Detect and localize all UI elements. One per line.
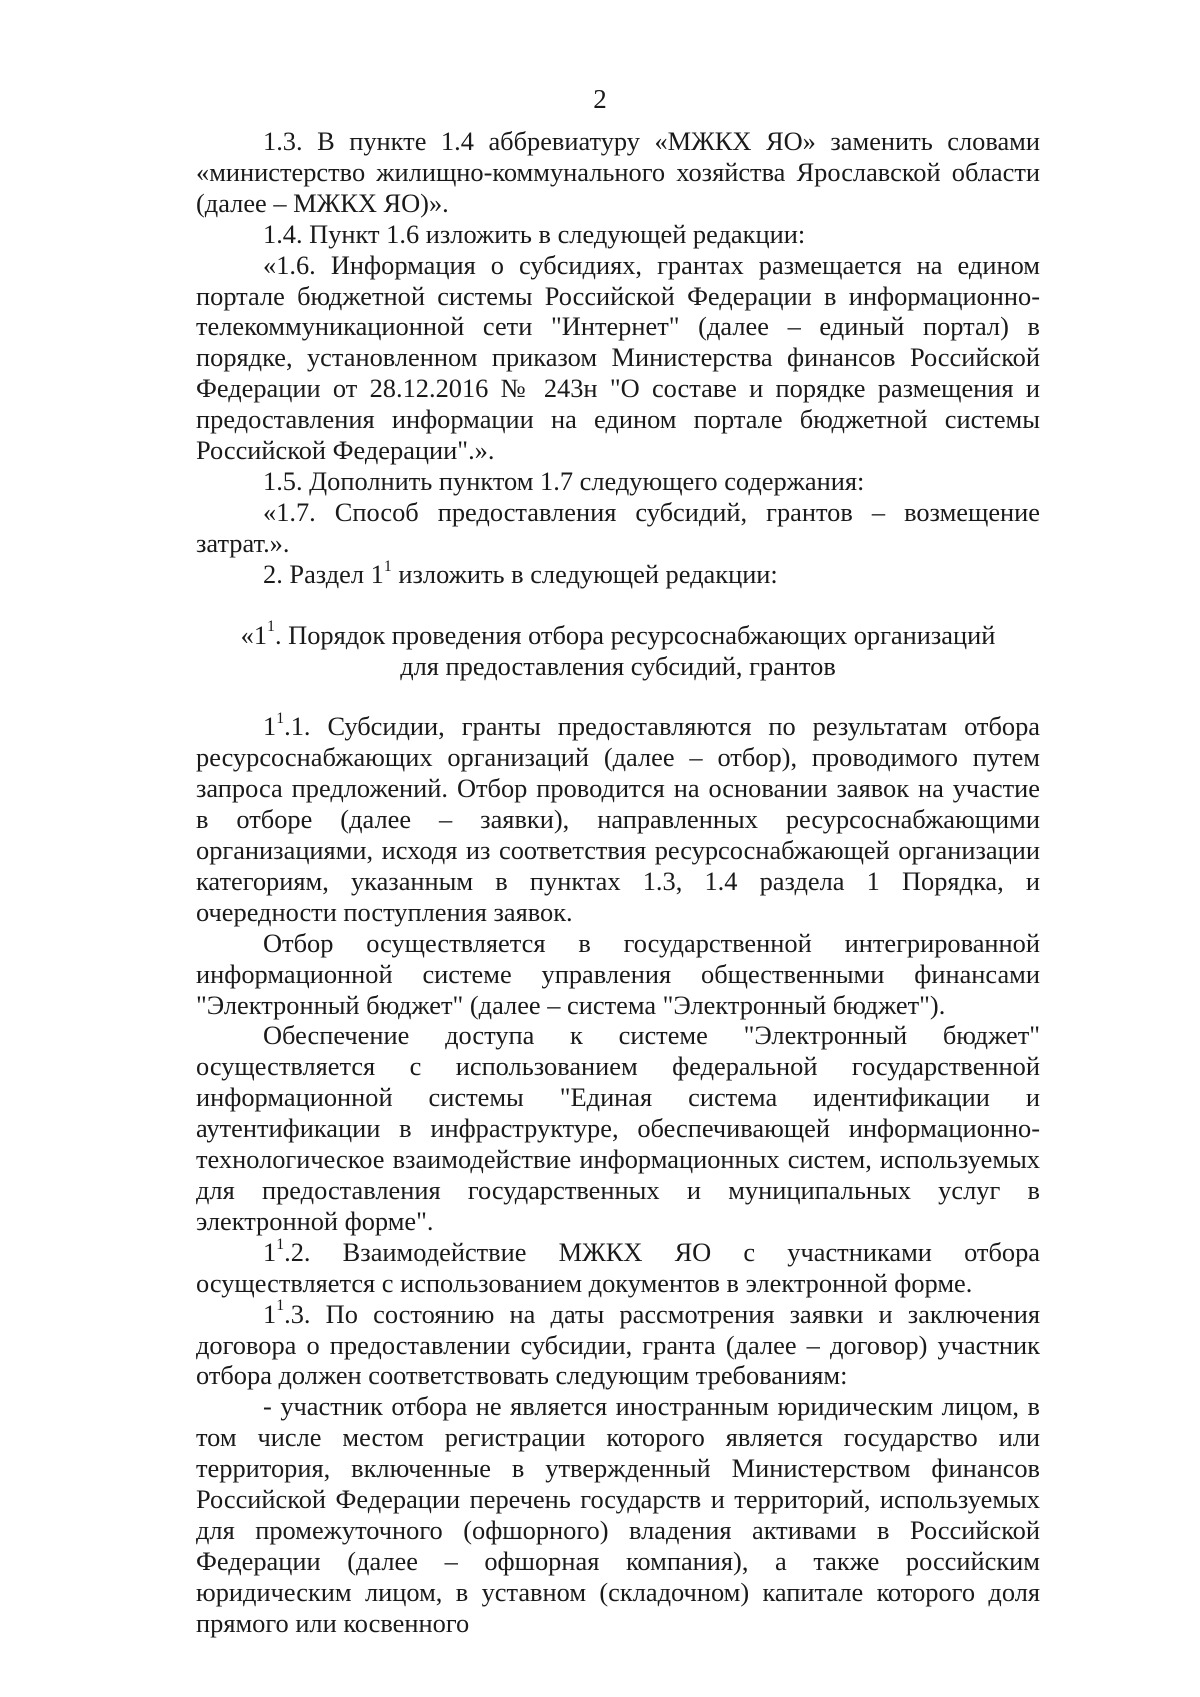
paragraph-1-4: 1.4. Пункт 1.6 изложить в следующей редакции: (263, 218, 806, 249)
paragraph-1-1-1 (196, 711, 1040, 927)
paragraph-2 (196, 559, 1040, 590)
paragraph-1-1-2-text: .2. Взаимодействие МЖКХ ЯО с участниками отбора осуществляется с использованием документов в электронной форме. (196, 1236, 1040, 1298)
paragraph-1-1-2-number: 1 (263, 1236, 277, 1267)
paragraph-1-6-text: «1.6. Информация о субсидиях, грантах размещается на едином портале бюджетной системы Российской Федерации в информационно-телекоммуникационной сети "Интернет" (далее – единый портал) в порядке, установленном приказом Министерства финансов Российской Федерации от 28.12.2016 № 243н "О составе и порядке размещения и предоставления информации на едином портале бюджетной системы Российской Федерации".». (196, 249, 1040, 466)
section-heading-line-1: . Порядок проведения отбора ресурсоснабжающих организаций (274, 619, 996, 650)
paragraph-1-1-3-text: .3. По состоянию на даты рассмотрения заявки и заключения договора о предоставлении субсидии, гранта (далее – договор) участник отбора должен соответствовать следующим требованиям: (196, 1298, 1040, 1391)
paragraph-1-1-1-text: .1. Субсидии, гранты предоставляются по результатам отбора ресурсоснабжающих организаций (далее – отбор), проводимого путем запроса предложений. Отбор проводится на основании заявок на участие в отборе (далее – заявки), направленных ресурсоснабжающими организациями, исходя из соответствия ресурсоснабжающей организации категориям, указанным в пунктах 1.3, 1.4 раздела 1 Порядка, и очередности поступления заявок. (196, 711, 1040, 927)
paragraph-1-3: 1.3. В пункте 1.4 аббревиатуру «МЖКХ ЯО» заменить словами «министерство жилищно-коммунального хозяйства Ярославской области (далее – МЖКХ ЯО)». (196, 126, 1040, 218)
superscript-1: 1 (276, 1235, 285, 1253)
paragraph-2-text-start: 2. Раздел 1 (263, 558, 384, 589)
superscript-1: 1 (276, 710, 285, 728)
document-body (196, 126, 1040, 1639)
superscript-1: 1 (276, 1297, 285, 1315)
paragraph-access: Обеспечение доступа к системе "Электронный бюджет" осуществляется с использованием федеральной государственной информационной системы "Единая система идентификации и аутентификации в инфраструктуре, обеспечивающей информационно-технологическое взаимодействие информационных систем, используемых для предоставления государственных и муниципальных услуг в электронной форме". (196, 1020, 1040, 1236)
paragraph-1-1-3 (196, 1299, 1040, 1392)
paragraph-1-1-2 (196, 1237, 1040, 1299)
paragraph-selection-system: Отбор осуществляется в государственной интегрированной информационной системе управления общественными финансами "Электронный бюджет" (далее – система "Электронный бюджет"). (196, 927, 1040, 1020)
section-heading-quote: «1 (240, 619, 268, 650)
paragraph-1-7-text: «1.7. Способ предоставления субсидий, грантов – возмещение затрат.». (196, 496, 1040, 558)
superscript-1: 1 (383, 557, 392, 575)
paragraph-requirement-offshore: - участник отбора не является иностранным юридическим лицом, в том числе местом регистрации которого является государство или территория, включенные в утвержденный Министерством финансов Российской Федерации перечень государств и территорий, используемых для промежуточного (офшорного) владения активами в Российской Федерации (далее – офшорная компания), а также российским юридическим лицом, в уставном (складочном) капитале которого доля прямого или косвенного (196, 1391, 1040, 1638)
section-heading-superscript: 1 (267, 618, 275, 636)
paragraph-1-5: 1.5. Дополнить пунктом 1.7 следующего содержания: (263, 465, 865, 496)
page-number: 2 (593, 84, 607, 114)
section-heading (196, 620, 1040, 682)
paragraph-1-1-3-number: 1 (263, 1298, 277, 1329)
paragraph-1-1-1-number: 1 (263, 711, 277, 742)
paragraph-2-text-end: изложить в следующей редакции: (391, 558, 778, 589)
section-heading-line-2: для предоставления субсидий, грантов (400, 650, 836, 681)
